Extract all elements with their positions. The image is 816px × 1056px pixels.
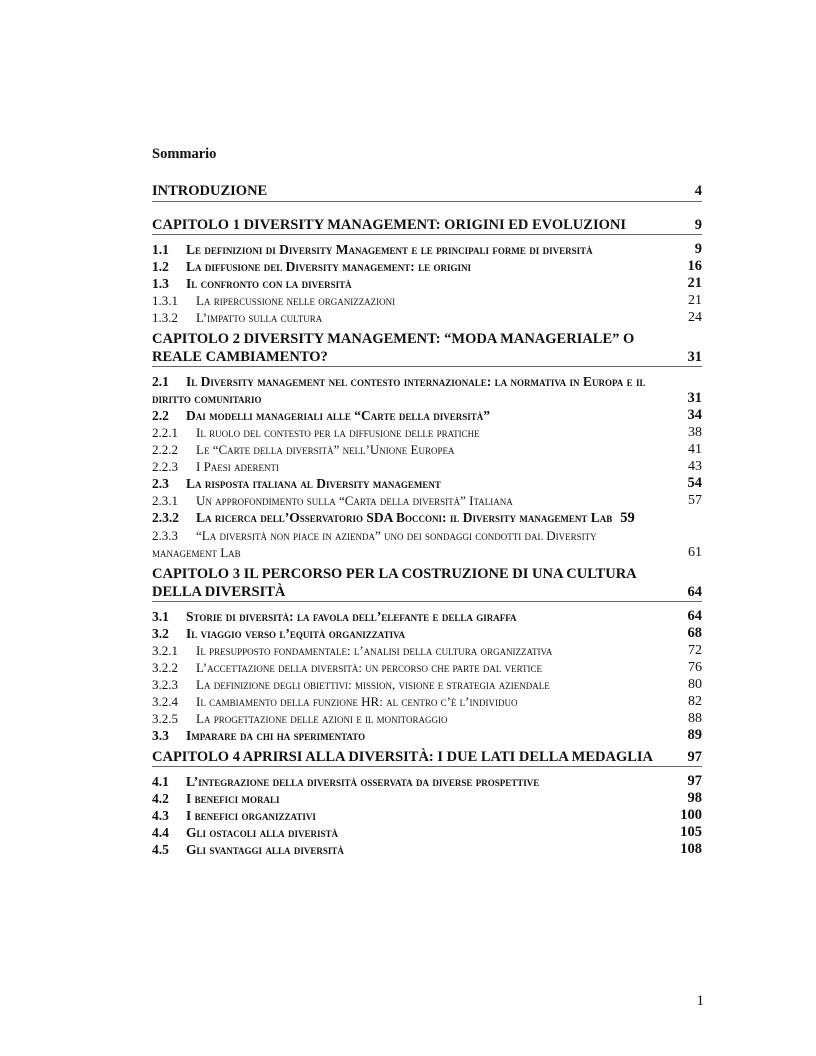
toc-entry-page: 76 bbox=[688, 660, 702, 675]
toc-entry-text: CAPITOLO 4 APRIRSI ALLA DIVERSITÀ: I DUE LATI DELLA MEDAGLIA bbox=[152, 749, 654, 765]
toc-entry-sub[interactable] bbox=[152, 441, 702, 458]
toc-entry-title bbox=[152, 748, 702, 766]
toc-entry-page: 82 bbox=[688, 694, 702, 709]
toc-entry-sec[interactable] bbox=[152, 241, 702, 258]
toc-entry-text: La ricerca dell’Osservatorio SDA Bocconi: il Diversity management Lab bbox=[196, 510, 613, 525]
toc-entry-sub[interactable] bbox=[152, 527, 702, 561]
toc-entry-number: 3.3 bbox=[152, 728, 169, 743]
toc-entry-sec[interactable] bbox=[152, 841, 702, 858]
toc-entry-sub[interactable] bbox=[152, 693, 702, 710]
toc-entry-number: 2.1 bbox=[152, 374, 169, 389]
toc-entry-sec[interactable] bbox=[152, 790, 702, 807]
toc-entry-page: 21 bbox=[688, 293, 702, 308]
toc-entry-title bbox=[152, 773, 702, 790]
toc-entry-title bbox=[152, 790, 702, 807]
toc-entry-number: 2.2.3 bbox=[152, 459, 178, 474]
toc-entry-number: 2.3.1 bbox=[152, 493, 178, 508]
toc-entry-text: La diffusione del Diversity management: le origini bbox=[186, 259, 472, 274]
toc-entry-sub[interactable] bbox=[152, 642, 702, 659]
toc-entry-number: 1.1 bbox=[152, 242, 169, 257]
toc-entry-number: 3.2.2 bbox=[152, 660, 178, 675]
toc-entry-page: 108 bbox=[680, 841, 702, 857]
toc-entry-title bbox=[152, 608, 702, 625]
toc-entry-number: 2.3.2 bbox=[152, 510, 179, 525]
toc-entry-text: Le “Carte della diversità” nell’Unione Europea bbox=[196, 442, 455, 457]
toc-entry-number: 4.5 bbox=[152, 842, 169, 857]
toc-entry-text: Un approfondimento sulla “Carta della diversità” Italiana bbox=[196, 493, 513, 508]
toc-entry-text: Dai modelli manageriali alle “Carte della diversità” bbox=[186, 408, 490, 423]
toc-entry-number: 1.2 bbox=[152, 259, 169, 274]
toc-entry-text: CAPITOLO 1 DIVERSITY MANAGEMENT: ORIGINI ED EVOLUZIONI bbox=[152, 217, 626, 233]
toc-entry-sec[interactable] bbox=[152, 773, 702, 790]
toc-entry-text: Il presupposto fondamentale: l’analisi della cultura organizzativa bbox=[196, 643, 553, 658]
toc-entry-number: 4.2 bbox=[152, 791, 169, 806]
toc-entry-number: 1.3 bbox=[152, 276, 169, 291]
toc-entry-sec[interactable] bbox=[152, 807, 702, 824]
toc-entry-title bbox=[152, 727, 702, 744]
toc-entry-page: 59 bbox=[620, 510, 635, 526]
toc-entry-title bbox=[152, 441, 702, 458]
toc-entry-sub[interactable] bbox=[152, 458, 702, 475]
toc-entry-title bbox=[152, 275, 702, 292]
toc-entry-sub[interactable] bbox=[152, 424, 702, 441]
toc-entry-title bbox=[152, 258, 702, 275]
toc-entry-title bbox=[152, 527, 702, 561]
toc-entry-title bbox=[152, 625, 702, 642]
toc-entry-page: 57 bbox=[688, 493, 702, 508]
toc-entry-text: Gli ostacoli alla diveristà bbox=[186, 825, 338, 840]
toc-entry-chap[interactable] bbox=[152, 565, 702, 602]
toc-entry-title bbox=[152, 492, 702, 509]
toc-entry-page: 97 bbox=[687, 749, 702, 765]
toc-entry-sec[interactable] bbox=[152, 258, 702, 275]
toc-entry-number: 2.3.3 bbox=[152, 528, 178, 543]
toc-entry-sec[interactable] bbox=[152, 407, 702, 424]
toc-entry-title bbox=[152, 676, 702, 693]
toc-entry-title bbox=[152, 241, 702, 258]
toc-entry-number: 4.1 bbox=[152, 774, 169, 789]
toc-entry-page: 31 bbox=[687, 349, 702, 365]
toc-entry-sec[interactable] bbox=[152, 727, 702, 744]
toc-entry-title bbox=[152, 693, 702, 710]
toc-entry-page: 105 bbox=[680, 824, 702, 840]
toc-entry-page: 41 bbox=[688, 442, 702, 457]
toc-entry-text: Le definizioni di Diversity Management e le principali forme di diversità bbox=[186, 242, 593, 257]
toc-entry-page: 88 bbox=[688, 711, 702, 726]
toc-entry-text: Il Diversity management nel contesto internazionale: la normativa in Europa e il diritto comunitario bbox=[152, 374, 646, 406]
toc-entry-text: Imparare da chi ha sperimentato bbox=[186, 728, 366, 743]
toc-entry-text: Storie di diversità: la favola dell’elefante e della giraffa bbox=[186, 609, 517, 624]
toc-entry-page: 97 bbox=[687, 773, 702, 789]
toc-entry-text: “La diversità non piace in azienda” uno dei sondaggi condotti dal Diversity management Lab bbox=[152, 528, 597, 560]
toc-entry-title bbox=[152, 841, 702, 858]
toc-entry-page: 4 bbox=[694, 183, 702, 199]
toc-entry-text: Il confronto con la diversità bbox=[186, 276, 352, 291]
toc-entry-text: L’integrazione della diversità osservata da diverse prospettive bbox=[186, 774, 540, 789]
toc-entry-page: 61 bbox=[688, 545, 702, 560]
toc-entry-text: Il cambiamento della funzione HR: al centro c’è l’individuo bbox=[196, 694, 518, 709]
toc-entry-chap[interactable] bbox=[152, 216, 702, 235]
toc-entry-title bbox=[152, 642, 702, 659]
toc-entry-text: L’impatto sulla cultura bbox=[196, 310, 323, 325]
toc-entry-sec[interactable] bbox=[152, 608, 702, 625]
toc-entry-text: Gli svantaggi alla diversità bbox=[186, 842, 344, 857]
toc-entry-number: 3.2 bbox=[152, 626, 169, 641]
toc-entry-number: 4.3 bbox=[152, 808, 169, 823]
toc-entry-number: 2.3 bbox=[152, 476, 169, 491]
toc-entry-intro[interactable] bbox=[152, 181, 702, 202]
toc-entry-page: 9 bbox=[694, 217, 702, 233]
toc-entry-number: 1.3.2 bbox=[152, 310, 178, 325]
toc-entry-number: 3.2.3 bbox=[152, 677, 178, 692]
toc-entry-page: 38 bbox=[688, 425, 702, 440]
toc-entry-title bbox=[152, 407, 702, 424]
toc-entry-sec[interactable] bbox=[152, 275, 702, 292]
toc-entry-text: INTRODUZIONE bbox=[152, 183, 268, 199]
toc-entry-title bbox=[152, 373, 702, 407]
toc-entry-page: 64 bbox=[687, 584, 702, 600]
toc-entry-page: 89 bbox=[687, 727, 702, 743]
toc-entry-text: La risposta italiana al Diversity management bbox=[186, 476, 441, 491]
toc-entry-title bbox=[152, 181, 702, 201]
toc-entry-sub[interactable] bbox=[152, 309, 702, 326]
toc-entry-sec[interactable] bbox=[152, 373, 702, 407]
toc-entry-text: Il viaggio verso l’equità organizzativa bbox=[186, 626, 405, 641]
toc-entry-page: 34 bbox=[687, 407, 702, 423]
toc-entry-text: La ripercussione nelle organizzazioni bbox=[196, 293, 396, 308]
toc-entry-text: L’accettazione della diversità: un percorso che parte dal vertice bbox=[196, 660, 543, 675]
toc-entry-sec[interactable] bbox=[152, 475, 702, 492]
toc-entry-page: 80 bbox=[688, 677, 702, 692]
toc-entry-title bbox=[152, 216, 702, 234]
toc-entry-page: 100 bbox=[680, 807, 702, 823]
toc-entry-text: CAPITOLO 2 DIVERSITY MANAGEMENT: “MODA MANAGERIALE” O REALE CAMBIAMENTO? bbox=[152, 331, 635, 365]
toc-entry-sec[interactable] bbox=[152, 824, 702, 841]
toc-entry-title bbox=[152, 292, 702, 309]
toc-entry-number: 2.2.2 bbox=[152, 442, 178, 457]
toc-entry-title bbox=[152, 309, 702, 326]
toc-entry-number: 3.2.1 bbox=[152, 643, 178, 658]
toc-entry-text: I Paesi aderenti bbox=[196, 459, 280, 474]
toc-entry-number: 4.4 bbox=[152, 825, 169, 840]
toc-entry-page: 31 bbox=[687, 390, 702, 406]
toc-entry-number: 2.2 bbox=[152, 408, 169, 423]
toc-entry-sec[interactable] bbox=[152, 509, 702, 527]
toc-entry-title bbox=[152, 330, 702, 366]
toc-entry-text: I benefici organizzativi bbox=[186, 808, 316, 823]
toc-entry-number: 3.2.5 bbox=[152, 711, 178, 726]
toc-entry-sub[interactable] bbox=[152, 659, 702, 676]
page-number: 1 bbox=[696, 993, 704, 1009]
toc-heading: Sommario bbox=[152, 146, 217, 162]
toc-entry-page: 68 bbox=[687, 625, 702, 641]
toc-entry-page: 43 bbox=[688, 459, 702, 474]
toc-entry-text: I benefici morali bbox=[186, 791, 280, 806]
toc-entry-page: 21 bbox=[687, 275, 702, 291]
document-page bbox=[152, 0, 702, 1056]
toc-entry-title bbox=[152, 659, 702, 676]
toc-entry-number: 3.2.4 bbox=[152, 694, 178, 709]
toc-entry-page: 9 bbox=[694, 241, 702, 257]
toc-entry-text: La progettazione delle azioni e il monitoraggio bbox=[196, 711, 448, 726]
toc-entry-page: 98 bbox=[687, 790, 702, 806]
toc-entry-title bbox=[152, 475, 702, 492]
toc-entry-page: 64 bbox=[687, 608, 702, 624]
toc-entry-number: 1.3.1 bbox=[152, 293, 178, 308]
toc-entry-sub[interactable] bbox=[152, 492, 702, 509]
toc-entry-text: La definizione degli obiettivi: mission, visione e strategia aziendale bbox=[196, 677, 550, 692]
toc-entry-chap[interactable] bbox=[152, 330, 702, 367]
toc-entry-title bbox=[152, 424, 702, 441]
toc-list bbox=[152, 181, 702, 858]
toc-entry-title bbox=[152, 710, 702, 727]
toc-entry-number: 3.1 bbox=[152, 609, 169, 624]
toc-entry-title bbox=[152, 565, 702, 601]
toc-entry-sec[interactable] bbox=[152, 625, 702, 642]
toc-entry-chap[interactable] bbox=[152, 748, 702, 767]
toc-entry-page: 24 bbox=[688, 310, 702, 325]
toc-entry-sub[interactable] bbox=[152, 710, 702, 727]
toc-entry-sub[interactable] bbox=[152, 292, 702, 309]
toc-entry-title bbox=[152, 807, 702, 824]
toc-entry-number: 2.2.1 bbox=[152, 425, 178, 440]
toc-entry-text: Il ruolo del contesto per la diffusione delle pratiche bbox=[196, 425, 480, 440]
toc-entry-page: 72 bbox=[688, 643, 702, 658]
toc-entry-text: CAPITOLO 3 IL PERCORSO PER LA COSTRUZIONE DI UNA CULTURA DELLA DIVERSITÀ bbox=[152, 566, 636, 600]
toc-entry-title bbox=[152, 509, 702, 527]
toc-entry-sub[interactable] bbox=[152, 676, 702, 693]
toc-entry-title bbox=[152, 458, 702, 475]
toc-entry-title bbox=[152, 824, 702, 841]
toc-entry-page: 54 bbox=[687, 475, 702, 491]
toc-entry-page: 16 bbox=[687, 258, 702, 274]
